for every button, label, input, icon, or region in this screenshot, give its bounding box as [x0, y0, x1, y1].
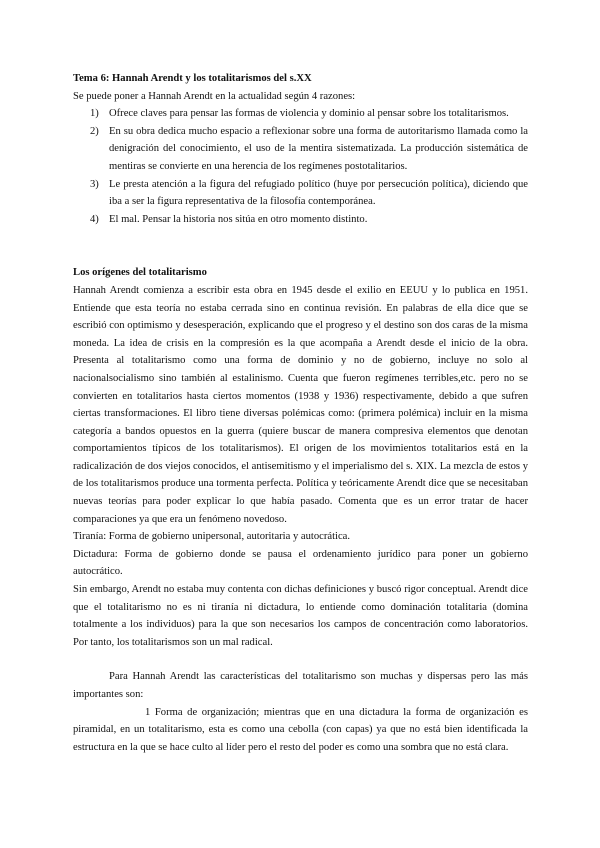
section-title-origenes: Los orígenes del totalitarismo [73, 267, 207, 279]
reason-item [73, 211, 528, 229]
spacer [73, 651, 528, 668]
reason-item [73, 105, 528, 123]
document-page [73, 70, 528, 756]
paragraph-rigor: Sin embargo, Arendt no estaba muy contenta con dichas definiciones y buscó rigor conceptual. Arendt dice que el totalitarismo no es ni tiranía ni dictadura, lo entiende como dominación totalitaria (domina totalmente a los individuos) para la que son necesarios los campos de concentración como laboratorios. Por tanto, los totalitarismos son un mal radical. [73, 584, 528, 648]
intro-line: Se puede poner a Hannah Arendt en la actualidad según 4 razones: [73, 90, 356, 102]
definition-tirania: Tiranía: Forma de gobierno unipersonal, autoritaria y autocrática. [73, 531, 351, 543]
reasons-list [73, 105, 528, 228]
reason-text: En su obra dedica mucho espacio a reflexionar sobre una forma de autoritarismo llamada como la denigración del conocimiento, el uso de la mentira sistematizada. La producción sistemática de mentiras se convierte en una herencia de los regímenes postotalitarios. [109, 125, 528, 172]
reason-number: 2) [90, 125, 99, 137]
reason-item [73, 176, 528, 211]
reason-number: 1) [90, 108, 99, 120]
paragraph-origins: Hannah Arendt comienza a escribir esta obra en 1945 desde el exilio en EEUU y lo publica en 1951. Entiende que esta teoría no estaba cerrada sino en continua revisión. En palabras de ella dice que se escribió con optimismo y desesperación, explicando que el progreso y el destino son dos caras de la misma moneda. La idea de crisis en la compresión es la que acompaña a Arendt desde el inicio de la obra. Presenta al totalitarismo como una forma de dominio y no de gobierno, incluye no solo al nacionalsocialismo sino también al estalinismo. Cuenta que fueron regímenes terribles,etc. pero no se convierten en totalitarios hasta ciertos momentos (1938 y 1936) respectivamente, debido a que sufren ciertas transformaciones. El libro tiene diversas polémicas como: (primera polémica) incluir en la misma categoría a bandos opuestos en la guerra (quiere buscar de manera compresiva elementos que denotan comportamientos típicos de los totalitarismos). El origen de los movimientos totalitarios está en la radicalización de dos viejos conocidos, el antisemitismo y el imperialismo del s. XIX. La mezcla de estos y de los totalitarismos produce una tormenta perfecta. Política y teóricamente Arendt dice que se necesitaban nuevas teorías para poder explicar lo que había pasado. Comenta que es un error tratar de hacer comparaciones ya que era un fenómeno novedoso. [73, 284, 528, 525]
definition-dictadura: Dictadura: Forma de gobierno donde se pausa el ordenamiento jurídico para poner un gobierno autocrático. [73, 548, 528, 578]
reason-text: Ofrece claves para pensar las formas de violencia y dominio al pensar sobre los totalitarismos. [109, 108, 509, 120]
reason-number: 3) [90, 178, 99, 190]
paragraph-characteristics: Para Hannah Arendt las características del totalitarismo son muchas y dispersas pero las más importantes son: [73, 671, 528, 700]
section-title-tema6: Tema 6: Hannah Arendt y los totalitarismos del s.XX [73, 73, 312, 84]
reason-number: 4) [90, 213, 99, 225]
reason-text: Le presta atención a la figura del refugiado político (huye por persecución política), diciendo que iba a ser la figura representativa de la filosofía contemporánea. [109, 178, 528, 208]
reason-item [73, 123, 528, 176]
characteristic-point-1: 1 Forma de organización; mientras que en una dictadura la forma de organización es piramidal, en un totalitarismo, esta es como una cebolla (con capas) ya que no está bien identificada la estructura en la que se hace culto al líder pero el resto del poder es como una sombra que no está clara. [73, 706, 528, 753]
reason-text: El mal. Pensar la historia nos sitúa en otro momento distinto. [109, 213, 368, 225]
spacer [73, 228, 528, 264]
